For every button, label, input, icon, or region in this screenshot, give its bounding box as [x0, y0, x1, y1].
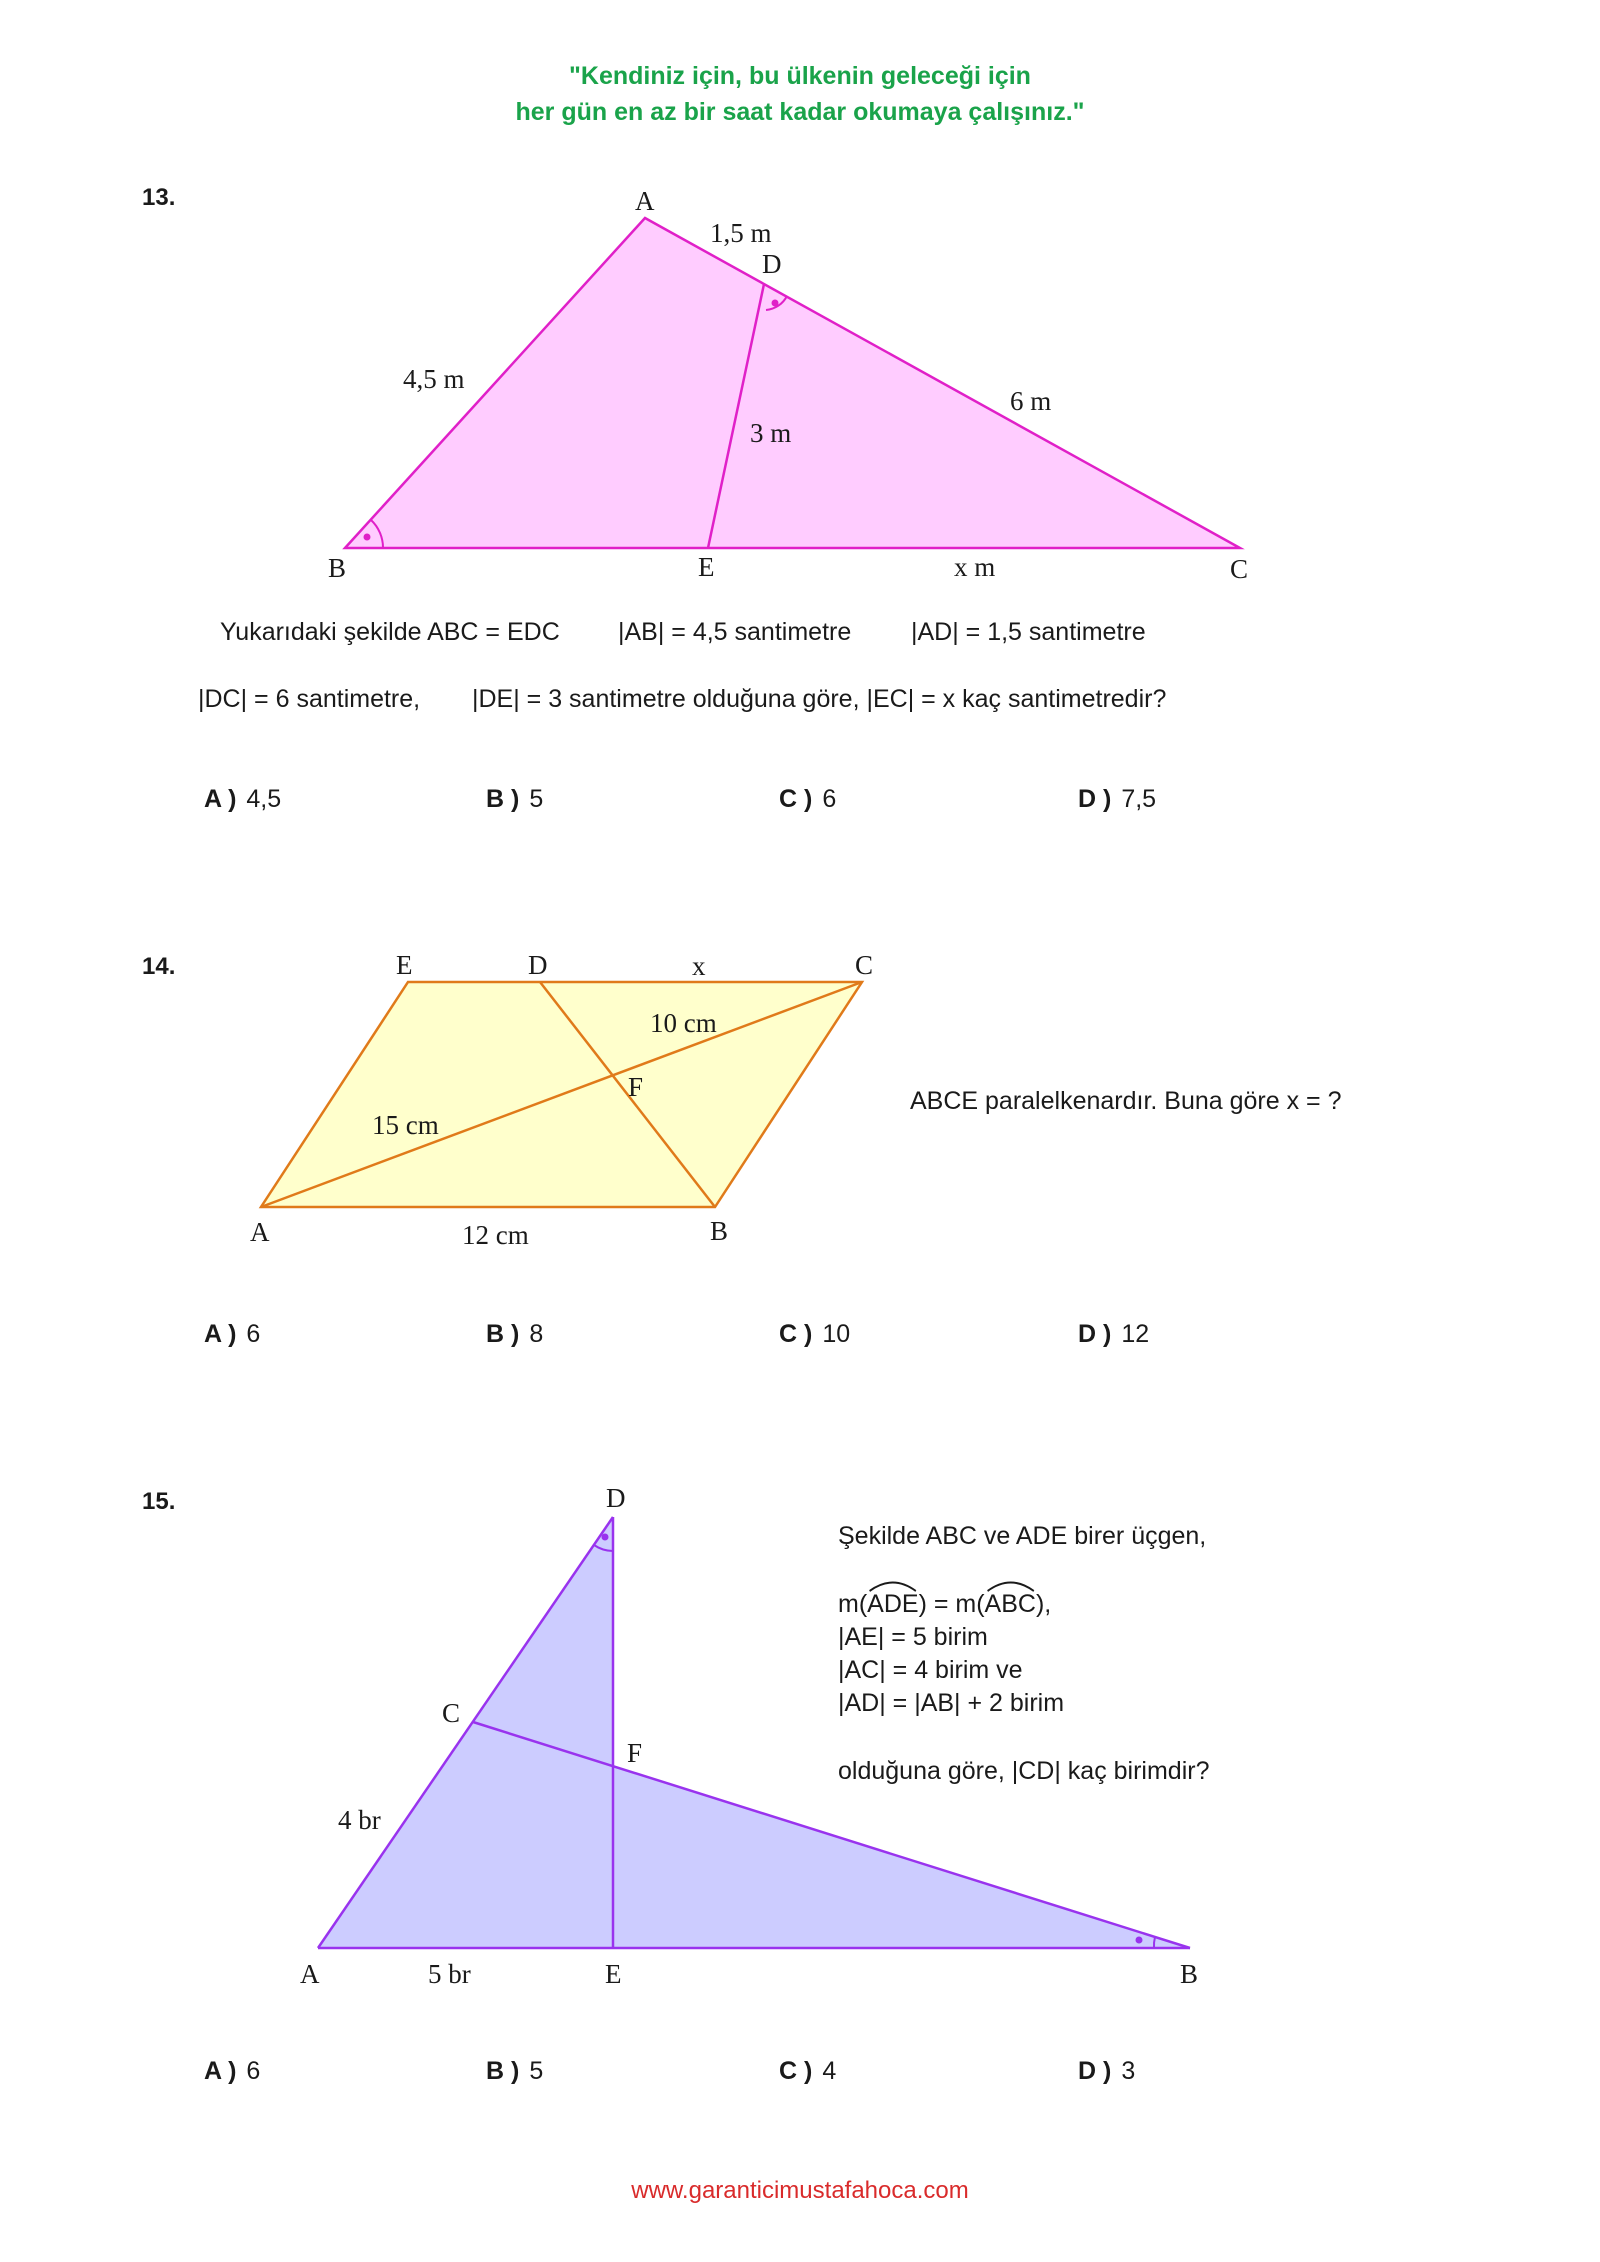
- question-15-angle-equation: [838, 1590, 1051, 1619]
- label-ab: 12 cm: [462, 1220, 529, 1250]
- q15-option-b-value: 5: [529, 2057, 544, 2085]
- q15-option-a-value: 6: [246, 2057, 261, 2085]
- label-ab: 4,5 m: [403, 364, 465, 394]
- q14-option-a-value: 6: [246, 1320, 261, 1348]
- q15-option-b[interactable]: [486, 2057, 543, 2086]
- label-ae: 5 br: [428, 1959, 471, 1989]
- angle-eq-mid: ) = m(: [918, 1590, 985, 1618]
- q15-option-b-letter: B ): [486, 2057, 520, 2085]
- question-13-text-2b: |DE| = 3 santimetre olduğuna göre, |EC| = x kaç santimetredir?: [472, 685, 1167, 713]
- q14-option-b-letter: B ): [486, 1320, 520, 1348]
- question-14-number: 14.: [142, 953, 176, 980]
- q13-option-a-value: 4,5: [246, 785, 282, 813]
- q15-option-c[interactable]: [779, 2057, 836, 2086]
- q13-option-a-letter: A ): [204, 785, 237, 813]
- label-fc: 10 cm: [650, 1008, 717, 1038]
- point-b-label: B: [328, 553, 347, 583]
- question-13-text-2a: |DC| = 6 santimetre,: [198, 685, 421, 713]
- question-15-number: 15.: [142, 1488, 176, 1515]
- label-ad: 1,5 m: [710, 218, 772, 248]
- q14-option-c-letter: C ): [779, 1320, 813, 1348]
- question-13-text-1a: Yukarıdaki şekilde ABC = EDC: [220, 618, 560, 646]
- angle-eq-prefix: m(: [838, 1590, 868, 1618]
- q14-option-a-letter: A ): [204, 1320, 237, 1348]
- q15-option-d-letter: D ): [1078, 2057, 1112, 2085]
- question-13-number: 13.: [142, 184, 176, 211]
- point-c-label: C: [1230, 554, 1249, 584]
- angle-dot-b: [1136, 1937, 1143, 1944]
- point-b-label: B: [1180, 1959, 1199, 1989]
- point-e-label: E: [698, 552, 715, 582]
- q14-option-d-letter: D ): [1078, 1320, 1112, 1348]
- question-15-text-line6: olduğuna göre, |CD| kaç birimdir?: [838, 1757, 1210, 1785]
- q15-option-c-value: 4: [822, 2057, 837, 2085]
- q13-option-c-value: 6: [822, 785, 837, 813]
- q14-option-b-value: 8: [529, 1320, 544, 1348]
- point-a-label: A: [250, 1217, 270, 1247]
- angle-ade: [867, 1590, 918, 1619]
- label-ec: x m: [954, 552, 996, 582]
- angle-abc: [985, 1590, 1036, 1619]
- angle-mark-b: [1154, 1937, 1155, 1948]
- header-line-1: "Kendiniz için, bu ülkenin geleceği için: [569, 62, 1031, 90]
- q13-option-b-value: 5: [529, 785, 544, 813]
- label-dc: x: [692, 951, 706, 981]
- question-15-text-line4: |AC| = 4 birim ve: [838, 1656, 1023, 1684]
- question-13-text-1c: |AD| = 1,5 santimetre: [911, 618, 1146, 646]
- q15-option-c-letter: C ): [779, 2057, 813, 2085]
- angle-abc-text: ABC: [984, 1590, 1036, 1618]
- point-d-label: D: [606, 1483, 626, 1513]
- q14-option-c-value: 10: [822, 1320, 851, 1348]
- q13-option-d-letter: D ): [1078, 785, 1112, 813]
- point-f-label: F: [627, 1738, 643, 1768]
- q13-option-b-letter: B ): [486, 785, 520, 813]
- point-b-label: B: [710, 1216, 729, 1246]
- label-dc: 6 m: [1010, 386, 1052, 416]
- point-c-label: C: [442, 1698, 461, 1728]
- point-a-label: A: [635, 186, 655, 216]
- point-c-label: C: [855, 950, 874, 980]
- angle-dot-d: [602, 1534, 609, 1541]
- point-d-label: D: [762, 249, 782, 279]
- question-15-text-line3: |AE| = 5 birim: [838, 1623, 988, 1651]
- header-line-2: her gün en az bir saat kadar okumaya çalışınız.": [515, 98, 1085, 126]
- question-15-text-line1: Şekilde ABC ve ADE birer üçgen,: [838, 1522, 1207, 1550]
- arc-accent-icon: [867, 1578, 918, 1592]
- q15-option-a[interactable]: [204, 2057, 260, 2086]
- point-f-label: F: [628, 1072, 644, 1102]
- angle-ade-text: ADE: [867, 1590, 919, 1618]
- question-13-text-1b: |AB| = 4,5 santimetre: [618, 618, 852, 646]
- label-de: 3 m: [750, 418, 792, 448]
- label-ac: 4 br: [338, 1805, 381, 1835]
- angle-eq-suffix: ),: [1035, 1590, 1052, 1618]
- q13-option-c-letter: C ): [779, 785, 813, 813]
- q15-option-d-value: 3: [1121, 2057, 1136, 2085]
- q13-option-d-value: 7,5: [1121, 785, 1157, 813]
- arc-accent-icon: [985, 1578, 1036, 1592]
- question-14-text: ABCE paralelkenardır. Buna göre x = ?: [910, 1087, 1342, 1115]
- label-af: 15 cm: [372, 1110, 439, 1140]
- q15-option-d[interactable]: [1078, 2057, 1135, 2086]
- question-15-text-line5: |AD| = |AB| + 2 birim: [838, 1689, 1065, 1717]
- point-e-label: E: [396, 950, 413, 980]
- point-e-label: E: [605, 1959, 622, 1989]
- q15-option-a-letter: A ): [204, 2057, 237, 2085]
- footer-url[interactable]: www.garanticimustafahoca.com: [631, 2177, 969, 2204]
- point-d-label: D: [528, 950, 548, 980]
- q14-option-d-value: 12: [1121, 1320, 1150, 1348]
- point-a-label: A: [300, 1959, 320, 1989]
